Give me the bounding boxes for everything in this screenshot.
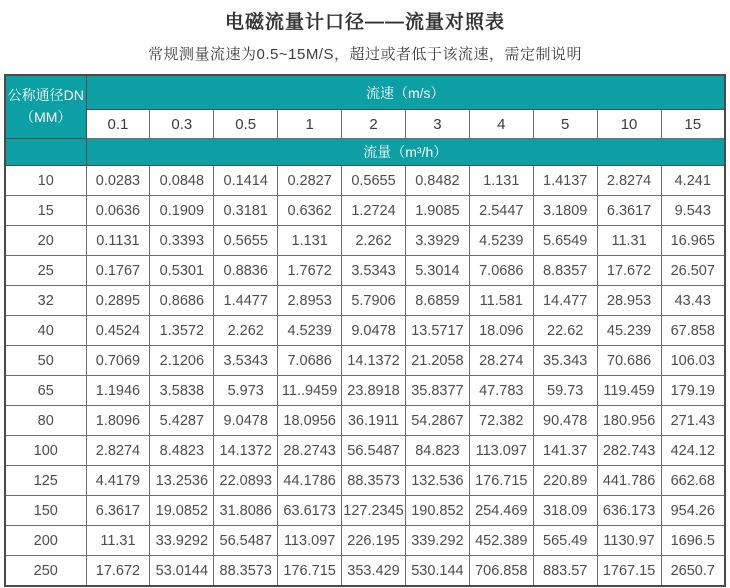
flow-value-cell: 1.4477 xyxy=(214,286,278,316)
flow-value-cell: 0.2895 xyxy=(86,286,150,316)
speed-value-cell: 0.3 xyxy=(150,110,214,139)
velocity-header-label: 流速（m/s） xyxy=(86,75,725,110)
flow-value-cell: 1.4137 xyxy=(533,166,597,196)
flow-value-cell: 271.43 xyxy=(661,406,725,436)
flow-value-cell: 6.3617 xyxy=(597,196,661,226)
flow-value-cell: 1.2724 xyxy=(342,196,406,226)
flow-value-cell: 180.956 xyxy=(597,406,661,436)
flow-value-cell: 3.3929 xyxy=(405,226,469,256)
flow-value-cell: 8.4823 xyxy=(150,436,214,466)
flow-value-cell: 0.5655 xyxy=(214,226,278,256)
flow-value-cell: 3.5343 xyxy=(342,256,406,286)
flow-value-cell: 5.4287 xyxy=(150,406,214,436)
dn-cell: 125 xyxy=(5,466,86,496)
flow-value-cell: 22.62 xyxy=(533,316,597,346)
flow-value-cell: 1.131 xyxy=(469,166,533,196)
flow-value-cell: 9.543 xyxy=(661,196,725,226)
flow-value-cell: 636.173 xyxy=(597,496,661,526)
flow-value-cell: 56.5487 xyxy=(342,436,406,466)
table-row-dn200 xyxy=(5,526,725,556)
speed-value-cell: 5 xyxy=(533,110,597,139)
flow-value-cell: 43.43 xyxy=(661,286,725,316)
table-row-dn50 xyxy=(5,346,725,376)
flow-value-cell: 353.429 xyxy=(342,556,406,587)
flow-value-cell: 424.12 xyxy=(661,436,725,466)
flow-value-cell: 54.2867 xyxy=(405,406,469,436)
flow-value-cell: 1.3572 xyxy=(150,316,214,346)
speed-value-cell: 4 xyxy=(469,110,533,139)
dn-cell: 65 xyxy=(5,376,86,406)
flow-value-cell: 63.6173 xyxy=(278,496,342,526)
flow-value-cell: 441.786 xyxy=(597,466,661,496)
flow-value-cell: 1767.15 xyxy=(597,556,661,587)
flow-value-cell: 339.292 xyxy=(405,526,469,556)
flow-header-label: 流量（m³/h） xyxy=(86,139,725,166)
flow-value-cell: 2.5447 xyxy=(469,196,533,226)
dn-cell: 10 xyxy=(5,166,86,196)
table-row-dn250 xyxy=(5,556,725,587)
dn-corner-header xyxy=(5,75,86,139)
flow-value-cell: 0.1131 xyxy=(86,226,150,256)
flow-value-cell: 1.9085 xyxy=(405,196,469,226)
flow-value-cell: 35.8377 xyxy=(405,376,469,406)
speed-value-cell: 3 xyxy=(405,110,469,139)
flow-value-cell: 28.274 xyxy=(469,346,533,376)
table-row-dn150 xyxy=(5,496,725,526)
flow-value-cell: 9.0478 xyxy=(214,406,278,436)
flow-value-cell: 70.686 xyxy=(597,346,661,376)
flow-value-cell: 1.1946 xyxy=(86,376,150,406)
flow-value-cell: 18.0956 xyxy=(278,406,342,436)
flow-value-cell: 1696.5 xyxy=(661,526,725,556)
flow-value-cell: 11.31 xyxy=(86,526,150,556)
flow-value-cell: 7.0686 xyxy=(469,256,533,286)
flow-value-cell: 59.73 xyxy=(533,376,597,406)
flow-value-cell: 0.3181 xyxy=(214,196,278,226)
table-row-dn32 xyxy=(5,286,725,316)
flow-value-cell: 282.743 xyxy=(597,436,661,466)
page-title: 电磁流量计口径——流量对照表 xyxy=(224,12,505,33)
flow-value-cell: 1130.97 xyxy=(597,526,661,556)
dn-cell: 25 xyxy=(5,256,86,286)
flow-comparison-table xyxy=(4,74,726,587)
flow-value-cell: 0.0636 xyxy=(86,196,150,226)
flow-value-cell: 7.0686 xyxy=(278,346,342,376)
flow-value-cell: 47.783 xyxy=(469,376,533,406)
speed-value-cell: 15 xyxy=(661,110,725,139)
flow-value-cell: 53.0144 xyxy=(150,556,214,587)
flow-value-cell: 11.581 xyxy=(469,286,533,316)
flow-value-cell: 17.672 xyxy=(86,556,150,587)
flow-value-cell: 226.195 xyxy=(342,526,406,556)
flow-value-cell: 179.19 xyxy=(661,376,725,406)
flow-value-cell: 0.8836 xyxy=(214,256,278,286)
speed-value-cell: 2 xyxy=(342,110,406,139)
flow-value-cell: 21.2058 xyxy=(405,346,469,376)
flow-value-cell: 67.858 xyxy=(661,316,725,346)
flow-value-cell: 4.5239 xyxy=(469,226,533,256)
table-row-dn125 xyxy=(5,466,725,496)
flow-header-row xyxy=(5,139,725,166)
flow-value-cell: 530.144 xyxy=(405,556,469,587)
flow-value-cell: 190.852 xyxy=(405,496,469,526)
flow-value-cell: 0.1414 xyxy=(214,166,278,196)
speed-values-row xyxy=(5,110,725,139)
flow-value-cell: 106.03 xyxy=(661,346,725,376)
flow-value-cell: 13.2536 xyxy=(150,466,214,496)
flow-value-cell: 113.097 xyxy=(278,526,342,556)
table-header xyxy=(5,75,725,166)
flow-value-cell: 1.8096 xyxy=(86,406,150,436)
flow-value-cell: 88.3573 xyxy=(342,466,406,496)
dn-cell: 250 xyxy=(5,556,86,587)
flow-value-cell: 2650.7 xyxy=(661,556,725,587)
flow-value-cell: 3.1809 xyxy=(533,196,597,226)
table-body xyxy=(5,166,725,587)
table-row-dn65 xyxy=(5,376,725,406)
flow-value-cell: 36.1911 xyxy=(342,406,406,436)
flow-value-cell: 176.715 xyxy=(278,556,342,587)
flow-value-cell: 6.3617 xyxy=(86,496,150,526)
flow-value-cell: 23.8918 xyxy=(342,376,406,406)
flow-value-cell: 5.6549 xyxy=(533,226,597,256)
flow-value-cell: 2.8274 xyxy=(597,166,661,196)
table-row-dn25 xyxy=(5,256,725,286)
flow-value-cell: 176.715 xyxy=(469,466,533,496)
flow-value-cell: 0.8686 xyxy=(150,286,214,316)
flow-value-cell: 3.5343 xyxy=(214,346,278,376)
flow-value-cell: 9.0478 xyxy=(342,316,406,346)
speed-value-cell: 10 xyxy=(597,110,661,139)
flow-value-cell: 119.459 xyxy=(597,376,661,406)
dn-cell: 100 xyxy=(5,436,86,466)
table-row-dn10 xyxy=(5,166,725,196)
flow-value-cell: 3.5838 xyxy=(150,376,214,406)
flow-value-cell: 4.4179 xyxy=(86,466,150,496)
flow-value-cell: 5.973 xyxy=(214,376,278,406)
table-row-dn20 xyxy=(5,226,725,256)
flow-value-cell: 0.3393 xyxy=(150,226,214,256)
speed-value-cell: 0.1 xyxy=(86,110,150,139)
flow-value-cell: 127.2345 xyxy=(342,496,406,526)
flow-value-cell: 11.31 xyxy=(597,226,661,256)
flow-value-cell: 883.57 xyxy=(533,556,597,587)
flow-value-cell: 254.469 xyxy=(469,496,533,526)
table-row-dn100 xyxy=(5,436,725,466)
flow-value-cell: 35.343 xyxy=(533,346,597,376)
dn-cell: 15 xyxy=(5,196,86,226)
flow-value-cell: 18.096 xyxy=(469,316,533,346)
flow-value-cell: 45.239 xyxy=(597,316,661,346)
flow-value-cell: 4.5239 xyxy=(278,316,342,346)
flow-value-cell: 662.68 xyxy=(661,466,725,496)
dn-cell: 50 xyxy=(5,346,86,376)
flow-value-cell: 5.7906 xyxy=(342,286,406,316)
velocity-header-row xyxy=(5,75,725,110)
flow-row-corner-cell xyxy=(5,139,86,166)
flow-value-cell: 19.0852 xyxy=(150,496,214,526)
flow-value-cell: 0.1767 xyxy=(86,256,150,286)
flow-value-cell: 8.8357 xyxy=(533,256,597,286)
speed-value-cell: 1 xyxy=(278,110,342,139)
flow-value-cell: 318.09 xyxy=(533,496,597,526)
flow-value-cell: 14.1372 xyxy=(342,346,406,376)
flow-value-cell: 2.262 xyxy=(214,316,278,346)
dn-cell: 20 xyxy=(5,226,86,256)
table-row-dn40 xyxy=(5,316,725,346)
flow-value-cell: 706.858 xyxy=(469,556,533,587)
dn-header-line2: （MM） xyxy=(20,109,72,125)
flow-value-cell: 0.8482 xyxy=(405,166,469,196)
page-subtitle: 常规测量流速为0.5~15M/S，超过或者低于该流速，需定制说明 xyxy=(148,46,582,63)
dn-cell: 40 xyxy=(5,316,86,346)
flow-value-cell: 44.1786 xyxy=(278,466,342,496)
flow-value-cell: 0.2827 xyxy=(278,166,342,196)
flow-value-cell: 2.8274 xyxy=(86,436,150,466)
flow-value-cell: 28.2743 xyxy=(278,436,342,466)
dn-cell: 150 xyxy=(5,496,86,526)
flow-value-cell: 22.0893 xyxy=(214,466,278,496)
flow-value-cell: 0.0848 xyxy=(150,166,214,196)
dn-cell: 80 xyxy=(5,406,86,436)
dn-cell: 32 xyxy=(5,286,86,316)
speed-value-cell: 0.5 xyxy=(214,110,278,139)
flow-value-cell: 0.6362 xyxy=(278,196,342,226)
flow-value-cell: 13.5717 xyxy=(405,316,469,346)
flow-value-cell: 113.097 xyxy=(469,436,533,466)
flow-value-cell: 26.507 xyxy=(661,256,725,286)
flow-value-cell: 220.89 xyxy=(533,466,597,496)
flow-value-cell: 2.262 xyxy=(342,226,406,256)
flow-value-cell: 1.131 xyxy=(278,226,342,256)
flow-value-cell: 28.953 xyxy=(597,286,661,316)
flow-value-cell: 1.7672 xyxy=(278,256,342,286)
table-row-dn15 xyxy=(5,196,725,226)
flow-value-cell: 72.382 xyxy=(469,406,533,436)
flow-value-cell: 88.3573 xyxy=(214,556,278,587)
flow-value-cell: 0.7069 xyxy=(86,346,150,376)
flow-value-cell: 84.823 xyxy=(405,436,469,466)
flow-value-cell: 0.4524 xyxy=(86,316,150,346)
flow-value-cell: 0.1909 xyxy=(150,196,214,226)
flow-value-cell: 8.6859 xyxy=(405,286,469,316)
flow-value-cell: 954.26 xyxy=(661,496,725,526)
dn-cell: 200 xyxy=(5,526,86,556)
flow-value-cell: 141.37 xyxy=(533,436,597,466)
flow-value-cell: 17.672 xyxy=(597,256,661,286)
flow-value-cell: 2.1206 xyxy=(150,346,214,376)
table-row-dn80 xyxy=(5,406,725,436)
flow-value-cell: 90.478 xyxy=(533,406,597,436)
flow-value-cell: 0.0283 xyxy=(86,166,150,196)
flow-value-cell: 0.5655 xyxy=(342,166,406,196)
flow-value-cell: 31.8086 xyxy=(214,496,278,526)
flow-value-cell: 16.965 xyxy=(661,226,725,256)
flow-value-cell: 5.3014 xyxy=(405,256,469,286)
flow-value-cell: 2.8953 xyxy=(278,286,342,316)
flow-value-cell: 56.5487 xyxy=(214,526,278,556)
flow-value-cell: 14.477 xyxy=(533,286,597,316)
flow-value-cell: 33.9292 xyxy=(150,526,214,556)
flow-value-cell: 0.5301 xyxy=(150,256,214,286)
flow-value-cell: 132.536 xyxy=(405,466,469,496)
flow-value-cell: 14.1372 xyxy=(214,436,278,466)
flow-value-cell: 452.389 xyxy=(469,526,533,556)
dn-header-line1: 公称通径DN xyxy=(7,87,84,104)
flow-value-cell: 4.241 xyxy=(661,166,725,196)
flow-value-cell: 565.49 xyxy=(533,526,597,556)
flow-value-cell: 11..9459 xyxy=(278,376,342,406)
